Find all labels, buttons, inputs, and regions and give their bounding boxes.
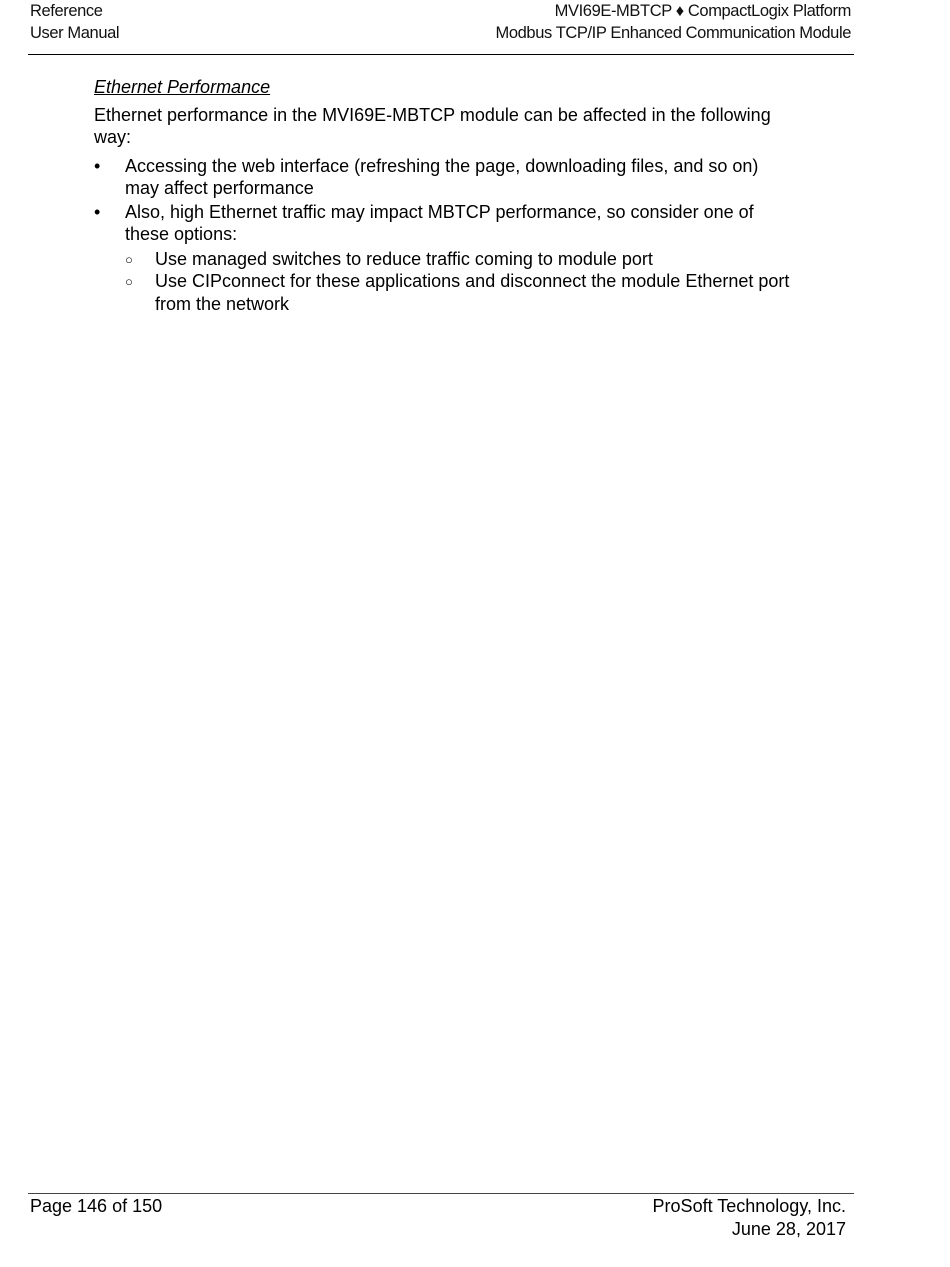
bullet-list [94,155,794,316]
header-product-description: Modbus TCP/IP Enhanced Communication Module [495,24,851,42]
hollow-circle-bullet-icon: ○ [125,274,133,289]
bullet-icon: • [94,201,101,222]
hollow-circle-bullet-icon: ○ [125,251,133,267]
publication-date: June 28, 2017 [731,1218,846,1239]
running-header-right [496,0,851,44]
header-product-name: MVI69E-MBTCP ♦ CompactLogix Platform [554,2,851,20]
list-item [94,155,794,200]
footer-right [653,1195,846,1240]
sub-list-item [125,270,794,315]
header-divider [28,54,854,55]
running-header-left [30,0,119,44]
header-doc-type: User Manual [30,24,120,42]
list-item [94,201,794,316]
sub-list-item-text: Use CIPconnect for these applications and disconnect the module Ethernet port from the network [155,271,790,314]
list-item-text: Accessing the web interface (refreshing the page, downloading files, and so on) may affect performance [125,155,759,198]
page-number: Page 146 of 150 [30,1196,163,1216]
page-content [94,76,794,316]
header-section-label: Reference [30,2,103,20]
sub-list-item [125,248,794,271]
intro-paragraph: Ethernet performance in the MVI69E-MBTCP module can be affected in the following way: [94,104,771,147]
section-title: Ethernet Performance [94,77,271,97]
bullet-icon: • [94,155,101,176]
sub-list-item-text: Use managed switches to reduce traffic coming to module port [155,248,653,269]
footer-divider [28,1193,854,1194]
list-item-text: Also, high Ethernet traffic may impact MBTCP performance, so consider one of these options: [125,201,754,244]
company-name: ProSoft Technology, Inc. [652,1196,846,1216]
sub-bullet-list [125,248,794,316]
